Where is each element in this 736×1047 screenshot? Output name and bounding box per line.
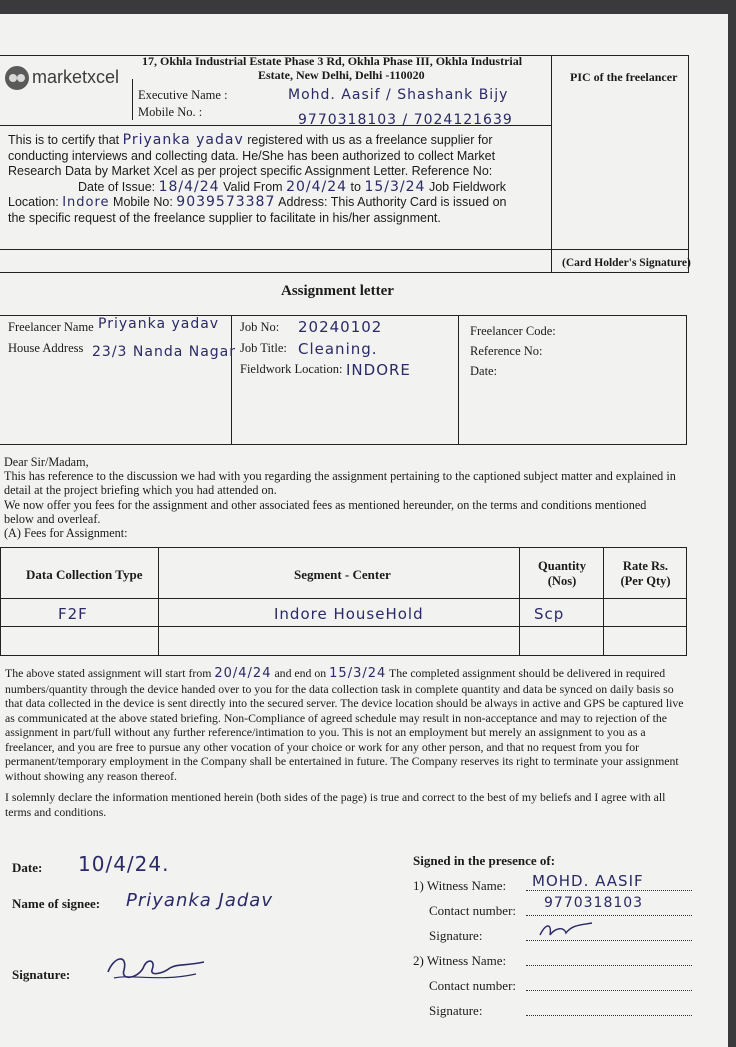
sig1-label: Signature: [429,928,483,943]
mobile-value: 9770318103 / 7024121639 [298,112,513,128]
signoff-date-label: Date: [12,860,43,875]
terms-l1-tail: The completed assignment should be delivered in required [389,666,666,680]
th-rate-l1: Rate Rs. [622,559,669,573]
job-no-value: 20240102 [298,318,383,336]
end-text: and end on [274,666,327,680]
letter-body [4,455,694,540]
end-value: 15/3/24 [329,666,387,681]
letter-p1-l1: This has reference to the discussion we had with you regarding the assignment pertaining to the captioned subject matter and explained in [4,469,676,484]
reference-no-label: Reference No: [470,344,543,358]
company-address-line2: Estate, New Delhi, Delhi -110020 [258,68,425,82]
cert-line-3: Research Data by Market Xcel as per project specific Assignment Letter. Reference No: [8,164,493,178]
to-value: 15/3/24 [364,178,426,195]
mobile-label: Mobile No. : [138,105,203,119]
date-issue-value: 18/4/24 [158,178,220,195]
date-label: Date: [470,364,498,378]
terms-l5: assignment in part/full without any further reference/intimation to you. This is not an employment but merely an assignment to you as a [5,725,646,739]
fieldwork-location-value: INDORE [346,361,411,379]
terms-l7: permanent/temporary employment in the Company shall be entertained in future. The Company reserves its right to terminate your assignment [5,754,679,768]
th-quantity-l2: (Nos) [547,574,577,588]
witness1-label: 1) Witness Name: [413,878,507,893]
th-quantity [520,559,604,589]
letter-p2-l1: We now offer you fees for the assignment and other associated fees as mentioned hereunder, on the terms and conditions mentioned [4,497,647,512]
contact1-label: Contact number: [429,903,517,918]
letter-p2-l2: below and overleaf. [4,511,101,526]
row-qty-value: Scp [534,605,565,623]
cert-last-line: the specific request of the freelance supplier to facilitate in his/her assignment. [8,210,441,225]
signoff-date-value: 10/4/24. [78,852,170,876]
document-page [0,14,728,1047]
cert-mobile-value: 9039573387 [176,194,276,210]
date-issue-label: Date of Issue: [78,179,156,194]
contact1-value: 9770318103 [544,895,644,911]
job-title-value: Cleaning. [298,340,378,358]
card-holder-signature-label: (Card Holder's Signature) [562,257,691,269]
contact2-label: Contact number: [429,978,517,993]
th-rate-l2: (Per Qty) [620,574,671,588]
address-tail: Address: This Authority Card is issued on [278,195,507,209]
company-address-line1: 17, Okhla Industrial Estate Phase 3 Rd, Okhla Phase III, Okhla Industrial [142,54,523,68]
logo-text: marketxcel [32,67,120,87]
presence-label: Signed in the presence of: [413,853,556,868]
logo-mark-icon [4,65,30,91]
terms-l8: without showing any reason thereof. [5,768,177,783]
valid-from-label: Valid From [223,179,283,194]
th-rate [604,559,687,589]
terms-l4: as communicated at the above stated briefing. Non-Compliance of agreed schedule may result in non-acceptance and may to rejection of the [5,710,668,725]
sig2-label: Signature: [429,1003,483,1018]
start-text: The above stated assignment will start from [5,666,212,680]
cert-text-2: registered with us as a freelance supplier for [247,133,493,147]
cert-mobile-label: Mobile No: [113,195,173,209]
fieldwork-location-label: Fieldwork Location: [240,362,343,376]
logo [4,65,130,91]
row-segment-value: Indore HouseHold [274,605,424,623]
witness1-signature-icon [536,919,596,941]
cert-line-2: conducting interviews and collecting data. He/She has been authorized to collect Market [8,148,496,163]
freelancer-name-value: Priyanka yadav [98,316,220,332]
signee-signature-icon [100,948,210,988]
job-title-label: Job Title: [240,341,287,355]
exec-name-value: Mohd. Aasif / Shashank Bijy [288,87,509,103]
terms-l6: freelancer, and you are free to pursue any other vocation of your choice or work for any other person, and that no request from you for [5,739,640,754]
fees-heading: (A) Fees for Assignment: [4,526,128,541]
certificate-text [8,133,548,226]
cert-text-1: This is to certify that [8,133,120,147]
declaration [5,790,695,819]
signee-value: Priyanka Jadav [126,890,273,911]
terms-l3: that data collected in the device is sent directly into the secured server. The device location should be always in active and GPS be captured live [5,696,684,710]
terms-l2: numbers/quantity through the device handed over to you for the data collection task in complete quantity and data be synced on daily basis so [5,681,674,696]
th-data-collection-type: Data Collection Type [26,567,143,582]
job-fieldwork-label: Job Fieldwork [428,179,507,194]
th-segment-center: Segment - Center [294,567,391,582]
start-value: 20/4/24 [214,666,272,681]
signature-label: Signature: [12,967,71,982]
exec-name-label: Executive Name : [138,88,228,102]
witness1-value: MOHD. AASIF [532,872,644,890]
house-address-label: House Address [8,341,84,355]
letter-p1-l2: detail at the project briefing which you had attended on. [4,483,277,498]
location-label: Location: [8,195,59,209]
house-address-value: 23/3 Nanda Nagar [92,344,237,360]
th-quantity-l1: Quantity [538,559,586,573]
declaration-l1: I solemnly declare the information mentioned herein (both sides of the page) is true and correct to the best of my beliefs and I agree with all [5,790,666,804]
location-value: Indore [62,195,110,210]
assignment-title: Assignment letter [281,283,394,299]
witness2-label: 2) Witness Name: [413,953,507,968]
to-label: to [350,179,361,194]
declaration-l2: terms and conditions. [5,804,107,819]
freelancer-code-label: Freelancer Code: [470,324,556,338]
signee-label: Name of signee: [12,896,101,911]
freelancer-name-label: Freelancer Name [8,320,94,334]
terms-body [5,666,695,783]
valid-from-value: 20/4/24 [286,178,348,195]
pic-label: PIC of the freelancer [570,70,678,84]
cert-name-value: Priyanka yadav [122,132,244,148]
salutation: Dear Sir/Madam, [4,455,89,469]
row-type-value: F2F [58,605,88,623]
job-no-label: Job No: [240,320,280,334]
